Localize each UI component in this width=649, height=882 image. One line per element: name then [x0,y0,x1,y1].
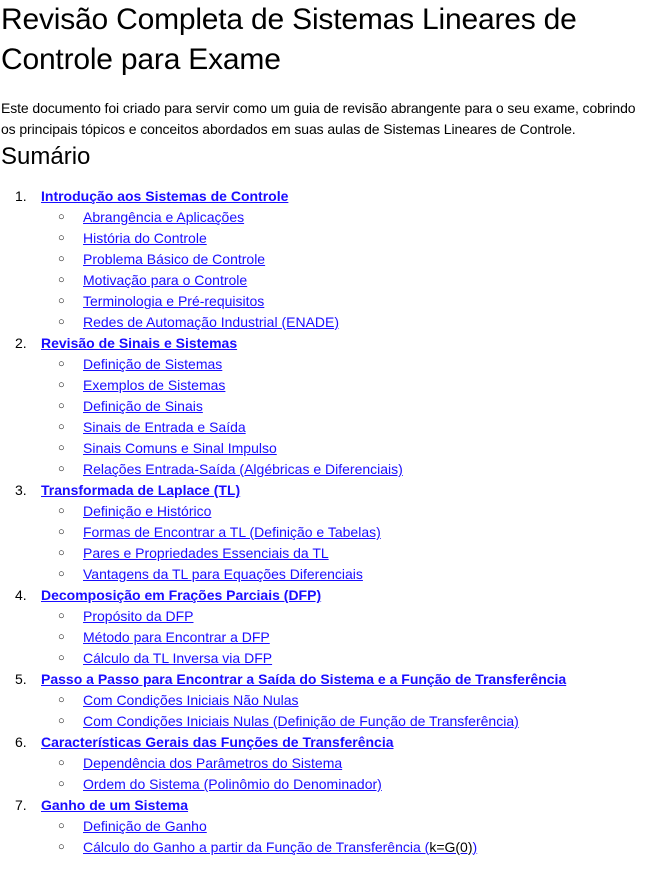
circle-bullet-icon: ○ [58,274,65,286]
circle-bullet-icon: ○ [58,421,65,433]
summary-heading: Sumário [1,143,91,170]
toc-subsection-item [0,522,649,543]
toc-subsection-link[interactable]: Redes de Automação Industrial (ENADE) [83,314,340,330]
toc-section [0,333,649,480]
toc-subsection-link[interactable] [83,837,477,858]
toc-section-link[interactable]: Introdução aos Sistemas de Controle [41,188,289,204]
toc-subsection-item [0,837,649,858]
toc-subsection-item [0,228,649,249]
toc-section-row [0,795,649,816]
link-text-pre: Cálculo do Ganho a partir da Função de Transferência ( [83,839,430,855]
toc-subsection-list [0,753,649,795]
circle-bullet-icon: ○ [58,400,65,412]
circle-bullet-icon: ○ [58,505,65,517]
toc-section-row [0,732,649,753]
gain-formula: k=G(0) [429,839,473,855]
intro-paragraph: Este documento foi criado para servir como um guia de revisão abrangente para o seu exame, cobrindo os principais tópicos e conceitos abordados em suas aulas de Sistemas Lineares de Controle. [1,100,636,137]
circle-bullet-icon: ○ [58,631,65,643]
toc-subsection-item [0,396,649,417]
toc-subsection-item [0,606,649,627]
toc-subsection-link[interactable]: Com Condições Iniciais Nulas (Definição de Função de Transferência) [83,713,519,729]
toc-subsection-link[interactable]: Terminologia e Pré-requisitos [83,293,265,309]
toc-section-link[interactable]: Características Gerais das Funções de Transferência [41,734,394,750]
toc-subsection-item [0,354,649,375]
toc-subsection-item [0,564,649,585]
circle-bullet-icon: ○ [58,295,65,307]
toc-section-row [0,186,649,207]
toc-subsection-item [0,270,649,291]
toc-subsection-link[interactable]: Vantagens da TL para Equações Diferenciais [83,566,363,582]
toc-section-number: 6. [15,734,27,750]
circle-bullet-icon: ○ [58,652,65,664]
toc-subsection-link[interactable]: Definição de Sistemas [83,356,223,372]
toc-subsection-item [0,438,649,459]
toc-subsection-list [0,207,649,333]
toc-section [0,585,649,669]
toc-subsection-item [0,543,649,564]
toc-subsection-link[interactable]: Definição e Histórico [83,503,212,519]
toc-section-row [0,669,649,690]
toc-subsection-item [0,207,649,228]
toc-subsection-item [0,459,649,480]
toc-subsection-item [0,816,649,837]
toc-subsection-list [0,690,649,732]
toc-subsection-item [0,501,649,522]
toc-subsection-link[interactable]: Propósito da DFP [83,608,194,624]
toc-subsection-link[interactable]: Relações Entrada-Saída (Algébricas e Diferenciais) [83,461,403,477]
page-title: Revisão Completa de Sistemas Lineares de Controle para Exame [1,3,577,76]
toc-section [0,669,649,732]
circle-bullet-icon: ○ [58,253,65,265]
toc-subsection-item [0,774,649,795]
circle-bullet-icon: ○ [58,841,65,853]
circle-bullet-icon: ○ [58,232,65,244]
circle-bullet-icon: ○ [58,694,65,706]
toc-subsection-link[interactable]: Ordem do Sistema (Polinômio do Denominador) [83,776,382,792]
circle-bullet-icon: ○ [58,211,65,223]
toc-section-number: 2. [15,335,27,351]
toc-section-row [0,585,649,606]
toc-subsection-link[interactable]: Formas de Encontrar a TL (Definição e Tabelas) [83,524,381,540]
toc-subsection-link[interactable]: Método para Encontrar a DFP [83,629,270,645]
toc-subsection-link[interactable]: Motivação para o Controle [83,272,248,288]
toc-subsection-item [0,711,649,732]
toc-subsection-link[interactable]: Problema Básico de Controle [83,251,266,267]
toc-subsection-link[interactable]: Pares e Propriedades Essenciais da TL [83,545,329,561]
toc-subsection-link[interactable]: Cálculo da TL Inversa via DFP [83,650,273,666]
circle-bullet-icon: ○ [58,463,65,475]
circle-bullet-icon: ○ [58,526,65,538]
circle-bullet-icon: ○ [58,568,65,580]
circle-bullet-icon: ○ [58,547,65,559]
circle-bullet-icon: ○ [58,757,65,769]
toc-subsection-item [0,375,649,396]
toc-subsection-item [0,627,649,648]
toc-section-number: 5. [15,671,27,687]
circle-bullet-icon: ○ [58,379,65,391]
table-of-contents [0,186,649,858]
toc-section-link[interactable]: Passo a Passo para Encontrar a Saída do Sistema e a Função de Transferência [41,671,567,687]
toc-subsection-item [0,690,649,711]
toc-subsection-list [0,606,649,669]
link-text-post: ) [472,839,478,855]
circle-bullet-icon: ○ [58,820,65,832]
circle-bullet-icon: ○ [58,778,65,790]
toc-subsection-item [0,417,649,438]
toc-section-link[interactable]: Decomposição em Frações Parciais (DFP) [41,587,322,603]
toc-section-link[interactable]: Revisão de Sinais e Sistemas [41,335,238,351]
toc-section-number: 1. [15,188,27,204]
toc-section-number: 4. [15,587,27,603]
toc-subsection-link[interactable]: Exemplos de Sistemas [83,377,226,393]
toc-section-link[interactable]: Transformada de Laplace (TL) [41,482,241,498]
toc-section-number: 7. [15,797,27,813]
toc-subsection-list [0,816,649,858]
toc-subsection-list [0,501,649,585]
toc-section [0,732,649,795]
toc-subsection-item [0,753,649,774]
circle-bullet-icon: ○ [58,316,65,328]
toc-subsection-link[interactable]: Sinais Comuns e Sinal Impulso [83,440,277,456]
toc-subsection-list [0,354,649,480]
toc-subsection-item [0,648,649,669]
circle-bullet-icon: ○ [58,610,65,622]
toc-subsection-link[interactable]: Definição de Ganho [83,818,207,834]
toc-subsection-item [0,249,649,270]
toc-subsection-item [0,291,649,312]
toc-section [0,795,649,858]
toc-section-row [0,480,649,501]
toc-subsection-link[interactable]: Definição de Sinais [83,398,203,414]
toc-section [0,480,649,585]
circle-bullet-icon: ○ [58,715,65,727]
toc-subsection-link[interactable]: História do Controle [83,230,207,246]
toc-subsection-link[interactable]: Abrangência e Aplicações [83,209,245,225]
toc-section-link[interactable]: Ganho de um Sistema [41,797,189,813]
toc-subsection-link[interactable]: Dependência dos Parâmetros do Sistema [83,755,343,771]
toc-subsection-item [0,312,649,333]
toc-subsection-link[interactable]: Com Condições Iniciais Não Nulas [83,692,299,708]
circle-bullet-icon: ○ [58,442,65,454]
toc-section [0,186,649,333]
toc-section-row [0,333,649,354]
toc-subsection-link[interactable]: Sinais de Entrada e Saída [83,419,246,435]
toc-section-number: 3. [15,482,27,498]
circle-bullet-icon: ○ [58,358,65,370]
